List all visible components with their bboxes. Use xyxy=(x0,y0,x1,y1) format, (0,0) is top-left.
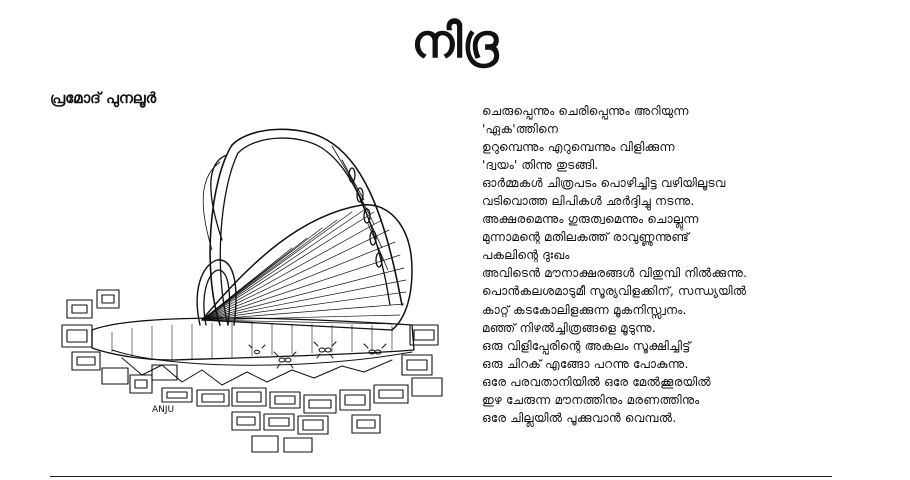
poem-line: ഒരേ പരവതാനിയിൽ ഒരേ മേൽക്കൂരയിൽ xyxy=(482,374,711,389)
poem-line: ഓർമ്മകൾ ചിത്രപടം പൊഴിച്ചിട്ട വഴിയിലൂടവ xyxy=(482,176,726,191)
author-name: പ്രമോദ് പുനലൂർ xyxy=(50,89,157,107)
poem-line: ഉറുമ്പെന്നും എറുമ്പെന്നും വിളിക്കുന്ന xyxy=(482,140,675,155)
poem-body xyxy=(482,102,872,427)
poem-line: പൊൻകലശമാടുമീ സൂര്യവിളക്കിന്, സന്ധ്യയിൽ xyxy=(482,284,747,299)
poem-line: അവിടെൻ മൗനാക്ഷരങ്ങൾ വിതുമ്പി നിൽക്കുന്നു. xyxy=(482,266,748,281)
poem-line: മുന്നാമന്റെ മതിലകത്ത് രാവുണ്ണുന്നുണ്ട് xyxy=(482,230,690,245)
poem-line: പകലിന്റെ ദുഃഖം xyxy=(482,248,570,263)
poem-line: മഞ്ഞ് നിഴൽച്ചിത്രങ്ങളെ മൂടുന്നു. xyxy=(482,320,656,335)
poem-line: 'ദ്വയം' തിന്നു തുടങ്ങി. xyxy=(482,158,599,173)
poem-line: ഒരു ചിറക് എങ്ങോ പറന്നു പോകുന്നു. xyxy=(482,356,689,371)
poem-line: ഒരേ ചില്ലയിൽ പൂക്കുവാൻ വെമ്പൽ. xyxy=(482,410,677,425)
bottom-divider xyxy=(50,476,832,477)
poem-line: ഒരു വിളിപ്പേരിന്റെ അകലം സൂക്ഷിച്ചിട്ട് xyxy=(482,338,691,353)
poem-line: വടിവൊത്ത ലിപികൾ ഛർദ്ദിച്ചു നടന്നു. xyxy=(482,194,695,209)
poem-line: അക്ഷരമെന്നും ഗുരുത്വമെന്നും ചൊല്ലുന്ന xyxy=(482,212,699,227)
poem-line: 'ഏക'ത്തിനെ xyxy=(482,122,559,137)
poem-title: നിദ്ര xyxy=(411,14,499,68)
slipper-illustration xyxy=(52,120,464,455)
artist-signature: ANJU xyxy=(152,405,175,415)
poem-line: കാറ്റ് കടകോലിളക്കുന്ന മൂകനിസ്സ്വനം. xyxy=(482,302,687,317)
poem-line: ചെരുപ്പെന്നും ചെരിപ്പെന്നും അറിയുന്ന xyxy=(482,104,689,118)
poem-line: ഇഴ ചേരുന്ന മൗനത്തിനും മരണത്തിനും xyxy=(482,392,700,407)
